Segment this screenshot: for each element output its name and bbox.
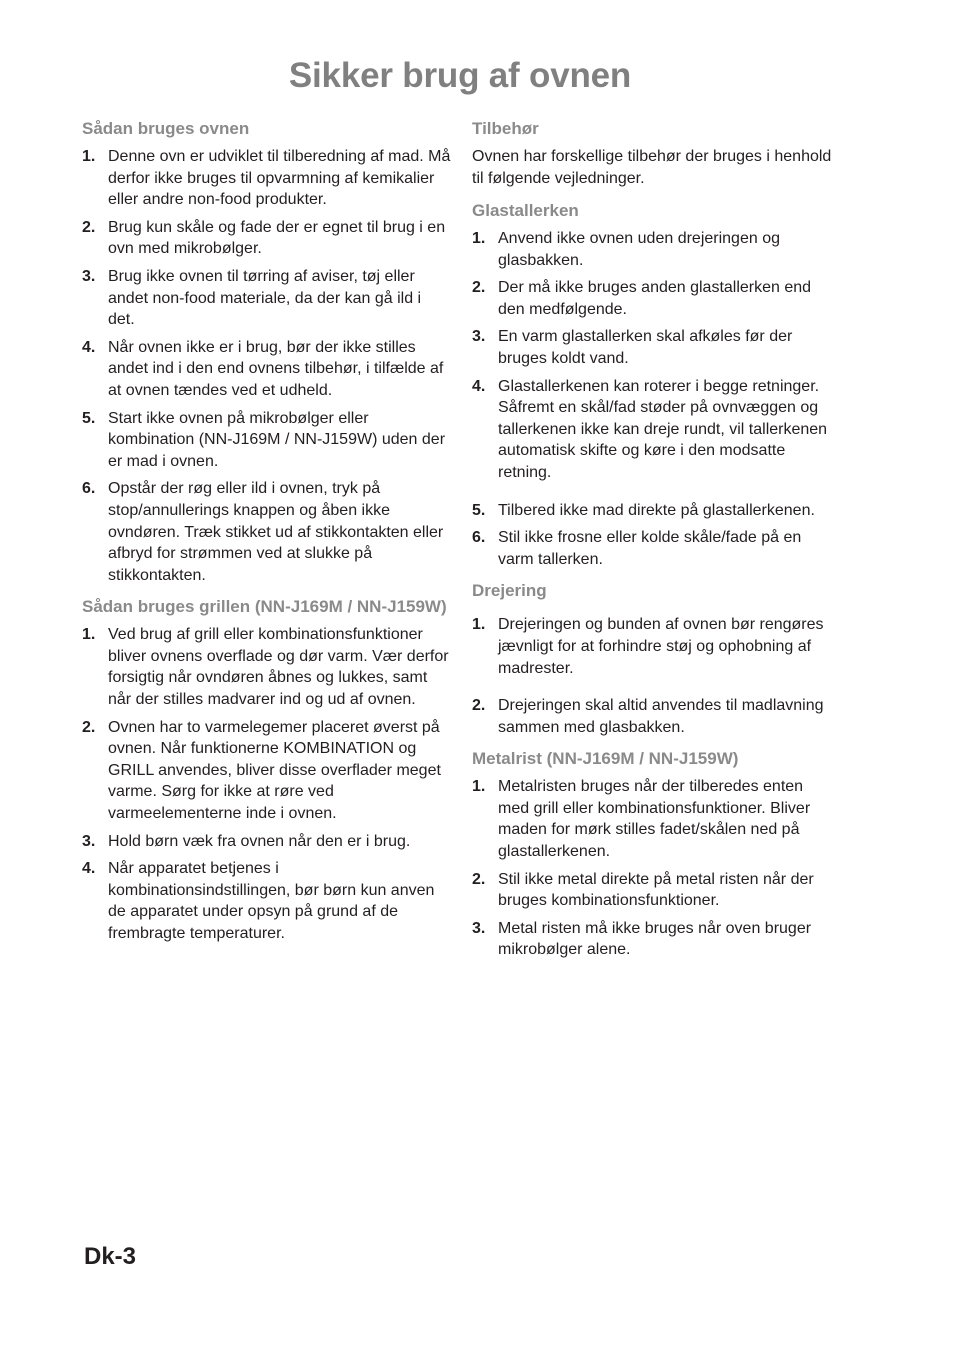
list-item bbox=[472, 695, 837, 738]
right-column bbox=[472, 118, 837, 971]
list-item bbox=[472, 277, 837, 320]
item-number: 5. bbox=[472, 501, 486, 519]
item-number: 1. bbox=[472, 230, 486, 247]
list-item bbox=[472, 869, 837, 912]
list-item bbox=[472, 326, 837, 369]
page-title: Sikker brug af ovnen bbox=[288, 56, 632, 95]
item-number: 6. bbox=[472, 529, 486, 547]
section-heading-accessories: Tilbehør bbox=[472, 119, 539, 138]
list-item bbox=[472, 527, 837, 570]
item-text: Ved brug af grill eller kombinationsfunktioner bliver ovnens overflade og dør varm. Vær derfor forsigtig når ovndøren åbnes og lukkes, samt når der stilles madvarer ind og ud af ovnen. bbox=[108, 626, 449, 709]
list-item bbox=[472, 376, 837, 484]
item-text: Glastallerkenen kan roterer i begge retninger. Såfremt en skål/fad støder på ovnvæggen og tallerkenen ikke kan dreje rundt, vil tallerkenen automatisk skifte og køre i den modsatte retning. bbox=[498, 377, 828, 481]
item-text: Når ovnen ikke er i brug, bør der ikke stilles andet ind i den end ovnens tilbehør, i tilfælde af at ovnen tændes ved et udheld. bbox=[108, 338, 444, 399]
item-text: Stil ikke frosne eller kolde skåle/fade på en varm tallerken. bbox=[498, 529, 802, 568]
list-item bbox=[82, 831, 452, 853]
section-heading-glass-tray: Glastallerken bbox=[472, 201, 579, 220]
item-text: Tilbered ikke mad direkte på glastallerkenen. bbox=[498, 501, 815, 519]
item-number: 1. bbox=[82, 626, 96, 644]
item-number: 1. bbox=[472, 778, 486, 796]
grill-use-list bbox=[82, 624, 452, 944]
item-text: Drejeringen og bunden af ovnen bør rengøres jævnligt for at forhindre støj og ophobning af madrester. bbox=[498, 616, 824, 677]
page-number: Dk-3 bbox=[84, 1243, 137, 1270]
list-item bbox=[82, 478, 452, 586]
list-item bbox=[82, 266, 452, 331]
list-item bbox=[472, 918, 837, 961]
item-text: Anvend ikke ovnen uden drejeringen og glasbakken. bbox=[498, 230, 780, 269]
list-item bbox=[82, 217, 452, 260]
list-item bbox=[472, 776, 837, 862]
item-number: 2. bbox=[472, 870, 486, 888]
section-heading-oven-use: Sådan bruges ovnen bbox=[82, 119, 250, 138]
item-number: 3. bbox=[82, 267, 96, 285]
item-text: Metalristen bruges når der tilberedes enten med grill eller kombinationsfunktioner. Bliver maden for mørk stilles fadet/skålen ned på glastallerkenen. bbox=[498, 778, 811, 861]
item-text: Stil ikke metal direkte på metal risten når der bruges kombinationsfunktioner. bbox=[498, 870, 814, 910]
item-text: Start ikke ovnen på mikrobølger eller kombination (NN-J169M / NN-J159W) uden der er mad i ovnen. bbox=[108, 409, 446, 470]
turntable-ring-list bbox=[472, 614, 837, 738]
item-text: Brug kun skåle og fade der er egnet til brug i en ovn med mikrobølger. bbox=[108, 218, 446, 258]
item-number: 3. bbox=[472, 919, 486, 937]
section-heading-grill-use: Sådan bruges grillen (NN-J169M / NN-J159W) bbox=[82, 597, 447, 617]
section-heading-metal-rack: Metalrist (NN-J169M / NN-J159W) bbox=[472, 749, 739, 769]
item-number: 1. bbox=[472, 616, 486, 634]
glass-tray-list bbox=[472, 228, 837, 570]
metal-rack-list bbox=[472, 776, 837, 961]
list-item bbox=[82, 858, 452, 944]
item-text: Brug ikke ovnen til tørring af aviser, tøj eller andet non-food materiale, da der kan gå ild i det. bbox=[108, 267, 422, 329]
list-item bbox=[82, 408, 452, 473]
list-item bbox=[82, 337, 452, 402]
item-text: Denne ovn er udviklet til tilberedning af mad. Må derfor ikke bruges til opvarmning af kemikalier eller andre non-food produkter. bbox=[108, 148, 451, 209]
item-text: En varm glastallerken skal afkøles før der bruges koldt vand. bbox=[498, 328, 793, 367]
left-column bbox=[82, 118, 452, 955]
list-item bbox=[82, 717, 452, 825]
item-text: Metal risten må ikke bruges når oven bruger mikrobølger alene. bbox=[498, 919, 812, 959]
accessories-intro: Ovnen har forskellige tilbehør der bruges i henhold til følgende vejledninger. bbox=[472, 148, 832, 187]
item-number: 2. bbox=[472, 697, 486, 715]
item-text: Opstår der røg eller ild i ovnen, tryk på stop/annullerings knappen og åben ikke ovndøren. Træk stikket ud af stikkontakten eller afbryd for strømmen ved at slukke på stikkontakten. bbox=[108, 480, 444, 584]
item-number: 2. bbox=[82, 718, 96, 736]
item-number: 4. bbox=[472, 377, 486, 395]
list-item bbox=[472, 614, 837, 679]
oven-use-list bbox=[82, 146, 452, 586]
item-text: Ovnen har to varmelegemer placeret øverst på ovnen. Når funktionerne KOMBINATION og GRILL anvendes, bliver disse overflader meget varme. Sørg for ikke at røre ved varmeelementerne inde i ovnen. bbox=[108, 718, 441, 823]
item-text: Drejeringen skal altid anvendes til madlavning sammen med glasbakken. bbox=[498, 697, 824, 736]
item-number: 5. bbox=[82, 409, 96, 427]
item-text: Hold børn væk fra ovnen når den er i brug. bbox=[108, 832, 411, 850]
item-number: 3. bbox=[472, 328, 486, 346]
item-number: 1. bbox=[82, 148, 96, 165]
item-number: 4. bbox=[82, 338, 96, 356]
list-item bbox=[472, 500, 837, 522]
item-number: 3. bbox=[82, 832, 96, 850]
list-item bbox=[82, 624, 452, 710]
item-number: 2. bbox=[472, 279, 486, 297]
list-item bbox=[82, 146, 452, 211]
item-number: 2. bbox=[82, 218, 96, 236]
item-text: Der må ikke bruges anden glastallerken end den medfølgende. bbox=[498, 279, 812, 318]
list-item bbox=[472, 228, 837, 271]
item-number: 6. bbox=[82, 480, 96, 498]
section-heading-turntable-ring: Drejering bbox=[472, 581, 547, 601]
item-number: 4. bbox=[82, 860, 96, 878]
item-text: Når apparatet betjenes i kombinationsindstillingen, bør børn kun anven de apparatet under opsyn på grund af de frembragte temperaturer. bbox=[108, 860, 435, 942]
